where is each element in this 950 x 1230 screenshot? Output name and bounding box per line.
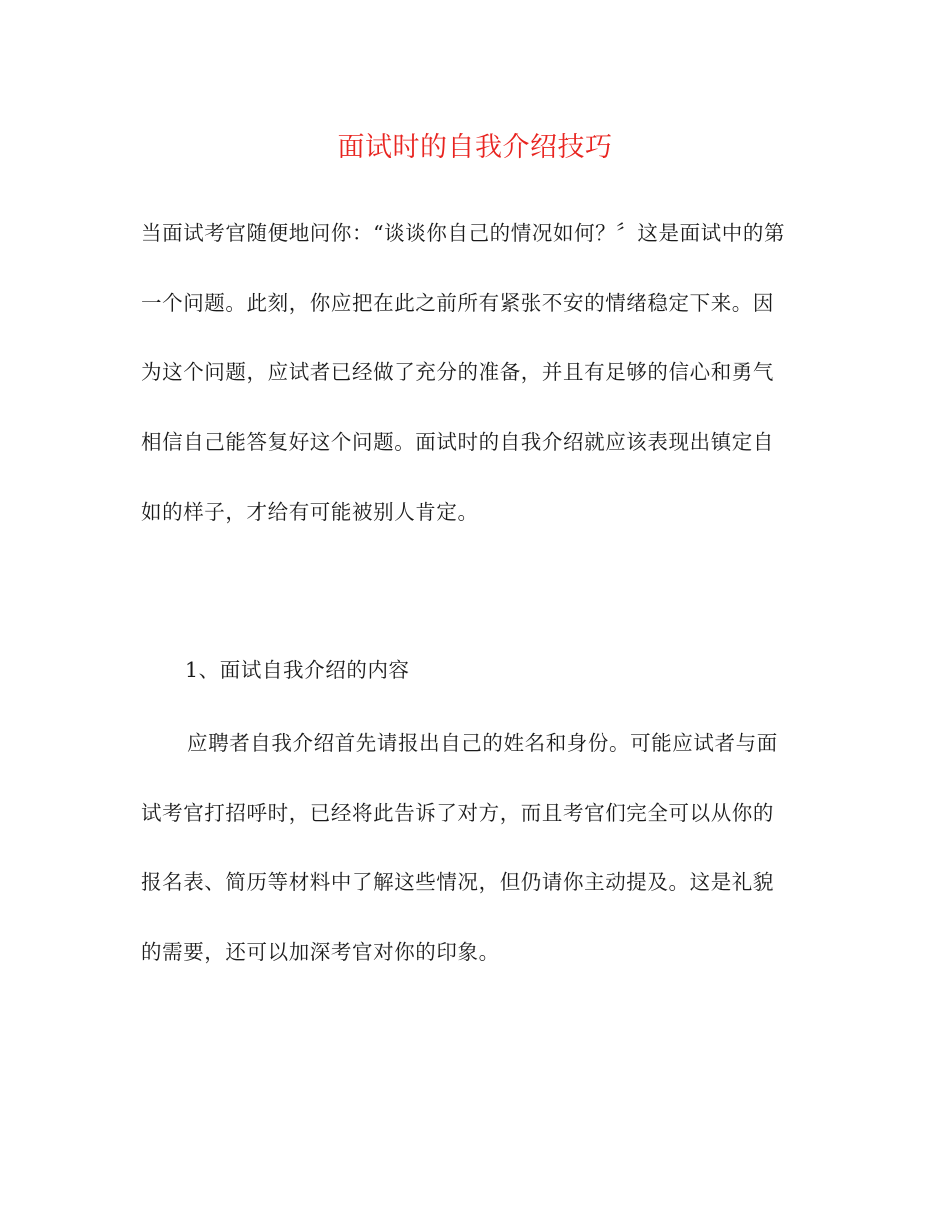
section-line-3: 报名表、简历等材料中了解这些情况，但仍请你主动提及。这是礼貌 bbox=[141, 870, 774, 894]
intro-line-1: 当面试考官随便地问你：“谈谈你自己的情况如何？〞这是面试中的第 bbox=[141, 221, 786, 245]
section-heading: 1、面试自我介绍的内容 bbox=[185, 658, 410, 682]
section-line-4: 的需要，还可以加深考官对你的印象。 bbox=[141, 940, 500, 964]
document-title: 面试时的自我介绍技巧 bbox=[337, 132, 613, 163]
intro-line-5: 如的样子，才给有可能被别人肯定。 bbox=[141, 500, 479, 524]
section-line-2: 试考官打招呼时，已经将此告诉了对方，而且考官们完全可以从你的 bbox=[141, 801, 774, 825]
section-line-1: 应聘者自我介绍首先请报出自己的姓名和身份。可能应试者与面 bbox=[187, 731, 778, 755]
intro-line-2: 一个问题。此刻，你应把在此之前所有紧张不安的情绪稳定下来。因 bbox=[141, 291, 774, 315]
intro-line-3: 为这个问题，应试者已经做了充分的准备，并且有足够的信心和勇气 bbox=[141, 360, 774, 384]
intro-line-4: 相信自己能答复好这个问题。面试时的自我介绍就应该表现出镇定自 bbox=[141, 430, 774, 454]
